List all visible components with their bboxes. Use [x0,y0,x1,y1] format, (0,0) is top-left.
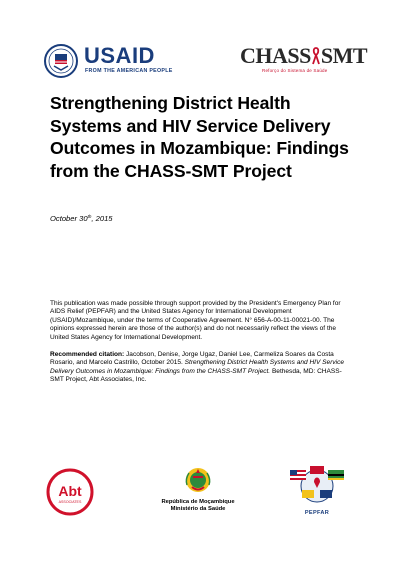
chass-tagline: Reforço do Sistema de Saúde [262,68,328,73]
document-title: Strengthening District Health Systems and HIV Service Delivery Outcomes in Mozambique: Findings from the CHASS-SMT Project [50,93,349,181]
svg-text:ASSOCIATES: ASSOCIATES [58,500,82,504]
pepfar-flags-icon [284,462,350,508]
mozambique-emblem-icon [183,465,213,495]
abt-associates-logo [46,468,94,516]
chass-smt-wordmark: CHASS SMT [240,43,368,68]
funding-disclaimer: This publication was made possible through support provided by the President's Emergency Plan for AIDS Relief (PEPFAR) and the United States Agency for International Development (USAID)/Mozambique, under the terms of Cooperative Agreement. N° 656-A-00-11-00021-00. The opinions expressed herein are those of the author(s) and do not necessarily reflect the views of the United States Agency for International Development. [50,300,341,341]
usaid-tagline: FROM THE AMERICAN PEOPLE [85,68,173,74]
chass-smt-logo [240,43,368,76]
recommended-citation: Recommended citation: Jacobson, Denise, Jorge Ugaz, Daniel Lee, Carmeliza Soares da Costa Rosario, and Marcelo Castrillo, October 2015. Strengthening District Health Systems and HIV Service Delivery Outcomes in Mozambique: Findings from the CHASS-SMT Project. Bethesda, MD: CHASS-SMT Project, Abt Associates, Inc. [50,351,345,384]
mozambique-republic-label: República de Moçambique [161,499,235,505]
red-ribbon-icon [312,47,320,65]
usaid-logo [44,42,174,82]
document-date: October 30th, 2015 [50,214,113,223]
mozambique-ministry-logo [148,465,248,515]
ministry-of-health-label: Ministério da Saúde [170,506,226,512]
usaid-seal-icon [44,44,78,78]
usaid-wordmark: USAID [84,43,155,68]
svg-text:Abt: Abt [58,483,82,499]
pepfar-label: PEPFAR [304,510,330,516]
pepfar-logo [284,462,350,518]
